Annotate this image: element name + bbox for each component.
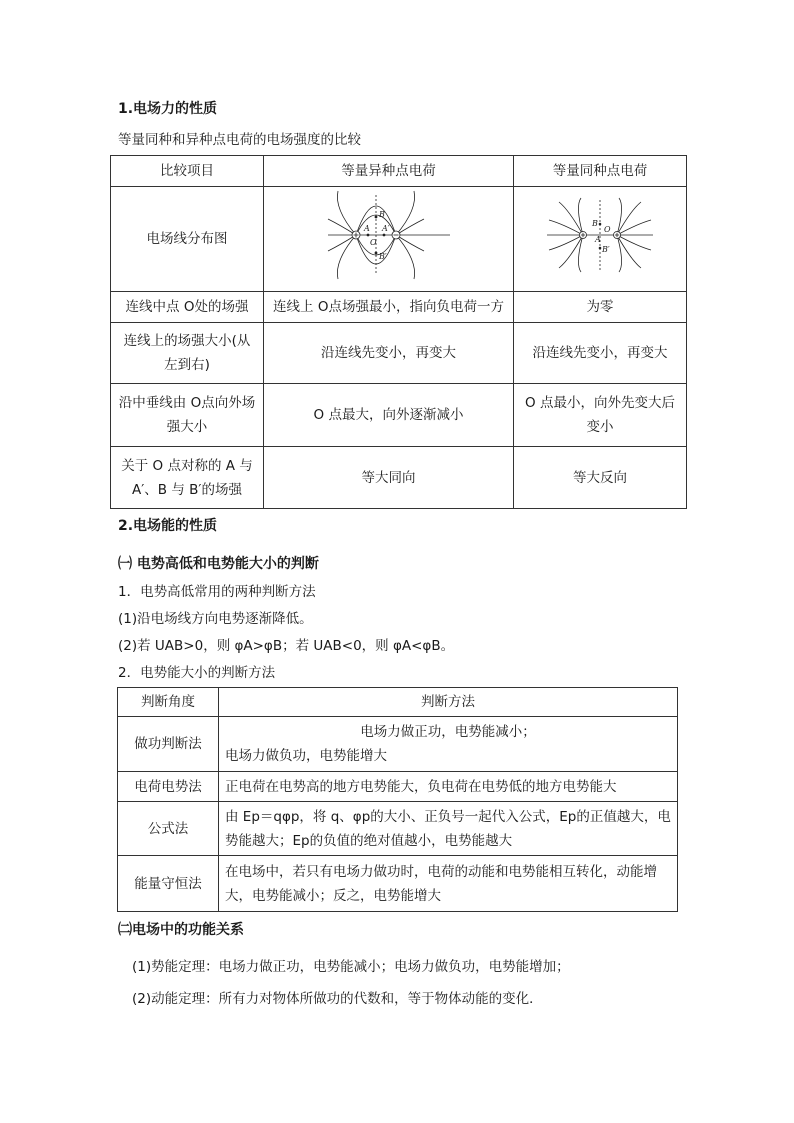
label-B: B	[378, 210, 385, 219]
row-diff: 沿连线先变小，再变大	[264, 323, 514, 384]
row-same: O 点最小，向外先变大后变小	[514, 384, 687, 447]
label-O-like: O	[604, 225, 611, 234]
section2-p2: (1)沿电场线方向电势逐渐降低。	[118, 611, 313, 627]
section2-p4: 2．电势能大小的判断方法	[118, 665, 276, 681]
row-angle: 公式法	[118, 802, 219, 856]
section3-p1: (1)势能定理：电场力做正功，电势能减小；电场力做负功，电势能增加；	[132, 959, 570, 975]
diagram-opposite-charges	[264, 187, 514, 292]
section1-subtitle: 等量同种和异种点电荷的电场强度的比较	[118, 132, 361, 148]
label-B-like: B	[592, 219, 598, 228]
potential-energy-table	[117, 687, 678, 912]
section2-p1: 1．电势高低常用的两种判断方法	[118, 584, 316, 600]
section3-p2: (2)动能定理：所有力对物体所做功的代数和，等于物体动能的变化．	[132, 991, 543, 1007]
row-method	[219, 717, 678, 772]
field-lines-opposite-diagram	[324, 189, 454, 281]
row-item: 连线上的场强大小(从左到右)	[111, 323, 264, 384]
row-same: 沿连线先变小，再变大	[514, 323, 687, 384]
label-A: A	[363, 224, 370, 233]
label-A2: A′	[381, 224, 390, 233]
row-angle: 能量守恒法	[118, 856, 219, 912]
method-line-1: 电场力做正功，电势能减小；	[360, 724, 536, 740]
field-lines-like-diagram	[545, 196, 655, 274]
header-angle: 判断角度	[118, 688, 219, 717]
label-A-like: A	[595, 235, 601, 244]
row-same: 为零	[514, 292, 687, 323]
method-line-2: 电场力做负功，电势能增大	[225, 748, 387, 764]
label-B2-like: B′	[602, 245, 610, 254]
row-same: 等大反向	[514, 447, 687, 509]
row-item: 关于 O 点对称的 A 与 A′、B 与 B′的场强	[111, 447, 264, 509]
method-line-2: 势能越大；Ep的负值的绝对值越小，电势能越大	[225, 832, 513, 849]
label-B2: B′	[378, 252, 387, 261]
row-method: 正电荷在电势高的地方电势能大，负电荷在电势低的地方电势能大	[219, 772, 678, 802]
section3-heading: ㈡电场中的功能关系	[118, 922, 244, 938]
method-line-1: 由 Ep＝qφp，将 q、φp的大小、正负号一起代入公式，Ep的正值越大，电	[225, 808, 671, 825]
row-method	[219, 856, 678, 912]
section2-sub1: ㈠ 电势高低和电势能大小的判断	[118, 556, 319, 572]
row-method	[219, 802, 678, 856]
section2-heading: 2.电场能的性质	[118, 518, 218, 534]
row-diff: 连线上 O点场强最小，指向负电荷一方	[264, 292, 514, 323]
row-item: 电场线分布图	[111, 187, 264, 292]
row-angle: 做功判断法	[118, 717, 219, 772]
header-item: 比较项目	[111, 156, 264, 187]
method-line-1: 在电场中，若只有电场力做功时，电荷的动能和电势能相互转化，动能增	[225, 863, 657, 880]
header-diff: 等量异种点电荷	[264, 156, 514, 187]
comparison-table	[110, 155, 687, 509]
header-same: 等量同种点电荷	[514, 156, 687, 187]
section1-heading: 1.电场力的性质	[118, 101, 218, 117]
row-diff: O 点最大，向外逐渐减小	[264, 384, 514, 447]
section2-p3: (2)若 UAB>0，则 φA>φB；若 UAB<0，则 φA<φB。	[118, 638, 455, 654]
method-line-2: 大，电势能减小；反之，电势能增大	[225, 887, 441, 904]
diagram-like-charges	[514, 187, 687, 292]
row-item: 连线中点 O处的场强	[111, 292, 264, 323]
header-method: 判断方法	[219, 688, 678, 717]
label-O: O	[369, 238, 377, 247]
row-diff: 等大同向	[264, 447, 514, 509]
row-item: 沿中垂线由 O点向外场强大小	[111, 384, 264, 447]
row-angle: 电荷电势法	[118, 772, 219, 802]
